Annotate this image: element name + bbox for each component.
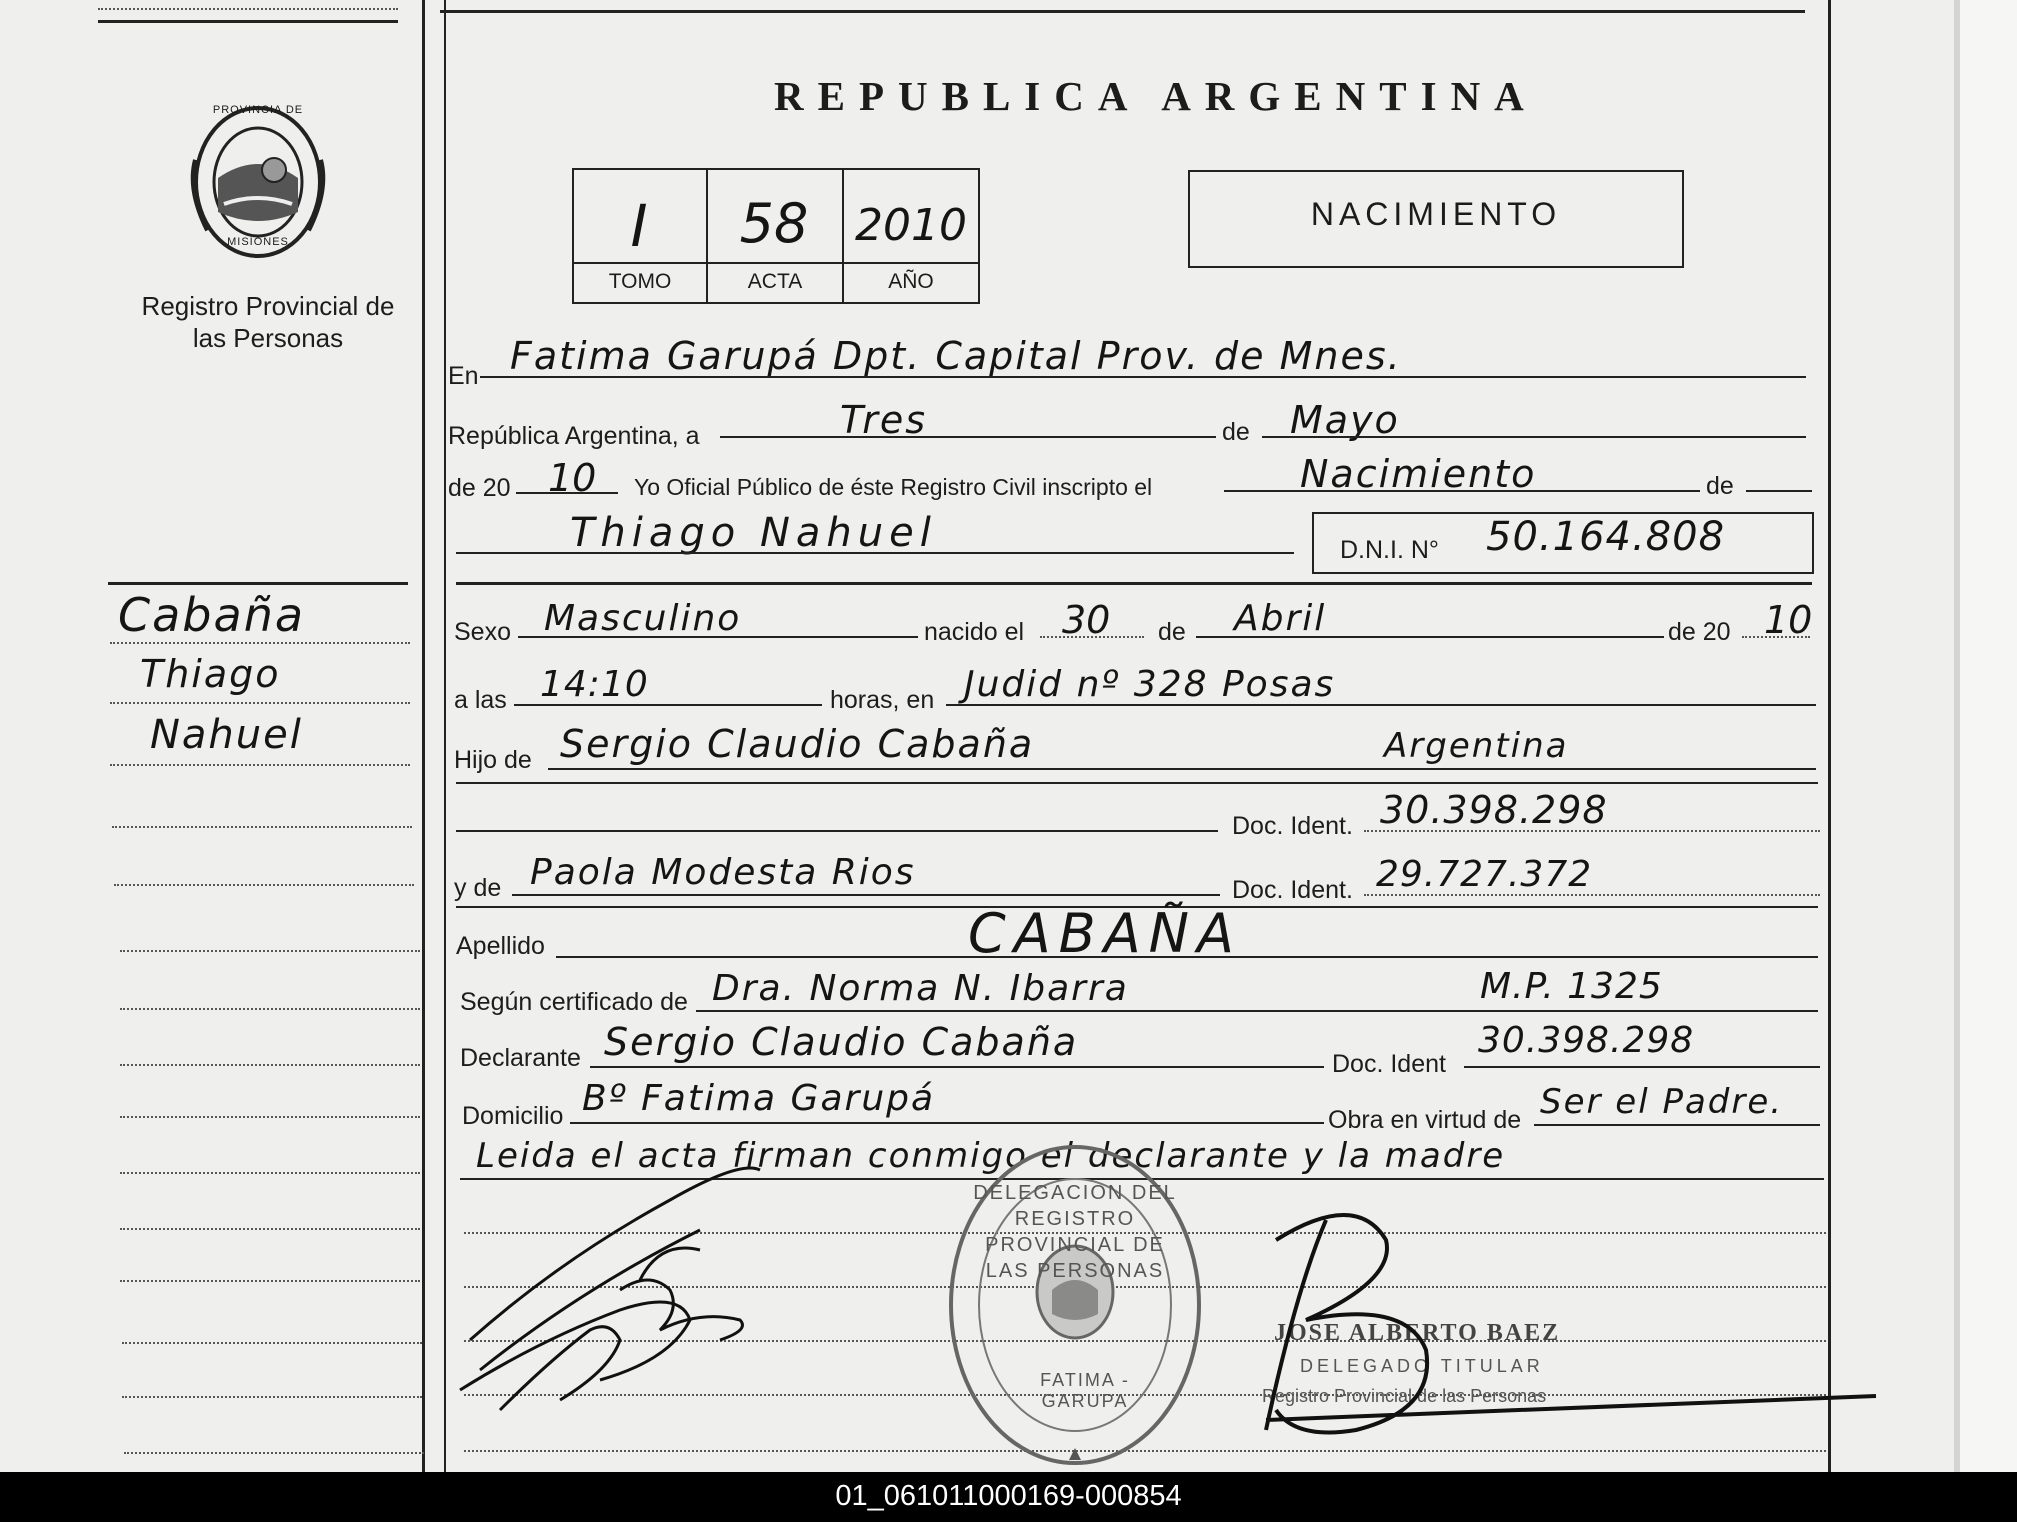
margin-line xyxy=(110,642,410,644)
birth-place: Judid nº 328 Posas xyxy=(964,664,1336,705)
section-rule xyxy=(456,782,1818,784)
field-line xyxy=(1196,636,1664,638)
declarant-signature xyxy=(440,1140,860,1440)
margin-line xyxy=(120,1280,420,1282)
label-sexo: Sexo xyxy=(454,618,511,646)
mother-doc: 29.727.372 xyxy=(1376,854,1593,895)
act-type: NACIMIENTO xyxy=(1310,196,1562,232)
label-obra: Obra en virtud de xyxy=(1328,1106,1522,1134)
margin-line xyxy=(120,1172,420,1174)
label-de: de xyxy=(1222,418,1250,446)
top-dotted-line xyxy=(98,8,398,10)
field-line xyxy=(946,704,1816,706)
label-republica: República Argentina, a xyxy=(448,422,700,450)
label-horas-en: horas, en xyxy=(830,686,935,714)
field-line xyxy=(720,436,1216,438)
label-hijo-de: Hijo de xyxy=(454,746,532,774)
field-line xyxy=(1746,490,1812,492)
label-de-3: de xyxy=(1158,618,1186,646)
field-line xyxy=(570,1122,1324,1124)
margin-line xyxy=(122,1342,422,1344)
label-doc-ident-2: Doc. Ident. xyxy=(1232,876,1353,904)
label-y-de: y de xyxy=(454,874,502,902)
margin-line xyxy=(110,702,410,704)
field-line xyxy=(1364,830,1820,832)
label-de-2: de xyxy=(1706,472,1734,500)
label-segun-certificado: Según certificado de xyxy=(460,988,688,1016)
field-line xyxy=(514,704,822,706)
margin-line xyxy=(120,1008,420,1010)
field-line xyxy=(1040,636,1144,638)
field-line xyxy=(1262,436,1806,438)
time-value: 14:10 xyxy=(540,664,649,705)
anio-label: AÑO xyxy=(888,270,934,293)
father-name: Sergio Claudio Cabaña xyxy=(560,722,1035,766)
top-rule-right xyxy=(440,10,1805,13)
child-name: Thiago Nahuel xyxy=(570,510,937,556)
label-doc-ident-3: Doc. Ident xyxy=(1332,1050,1446,1078)
field-line xyxy=(456,830,1218,832)
field-line xyxy=(480,376,1806,378)
tomo-value: I xyxy=(630,192,648,260)
margin-divider xyxy=(422,0,425,1472)
father-nationality: Argentina xyxy=(1384,726,1569,766)
field-line xyxy=(518,636,918,638)
act-type-box xyxy=(1188,170,1684,268)
certificate-mp: M.P. 1325 xyxy=(1480,966,1663,1007)
label-de-20b: de 20 xyxy=(1668,618,1731,646)
mother-name: Paola Modesta Rios xyxy=(530,852,916,893)
by-virtue-of: Ser el Padre. xyxy=(1540,1082,1784,1122)
label-nacido-el: nacido el xyxy=(924,618,1025,646)
tomo-label: TOMO xyxy=(608,270,672,293)
anio-value: 2010 xyxy=(855,200,967,251)
field-line xyxy=(556,956,1818,958)
field-line xyxy=(590,1066,1324,1068)
declarant-name: Sergio Claudio Cabaña xyxy=(604,1020,1079,1064)
margin-line xyxy=(112,826,412,828)
margin-line xyxy=(110,764,410,766)
official-name: JOSE ALBERTO BAEZ xyxy=(1274,1320,1561,1346)
field-line xyxy=(512,894,1220,896)
margin-surname: Cabaña xyxy=(118,588,306,642)
birth-year-suffix: 10 xyxy=(1764,598,1813,642)
label-oficial: Yo Oficial Público de éste Registro Civil inscripto el xyxy=(634,474,1153,500)
closing-text: Leida el acta firman conmigo el declarante y la madre xyxy=(476,1136,1506,1176)
father-doc: 30.398.298 xyxy=(1380,788,1608,832)
field-line xyxy=(1464,1066,1820,1068)
month-value: Mayo xyxy=(1290,398,1400,442)
place-value: Fatima Garupá Dpt. Capital Prov. de Mnes. xyxy=(510,334,1402,378)
document-id-bar xyxy=(0,1472,2017,1522)
field-line xyxy=(1224,490,1700,492)
label-declarante: Declarante xyxy=(460,1044,581,1072)
registry-name: Registro Provincial de las Personas xyxy=(141,291,395,353)
label-a-las: a las xyxy=(454,686,507,714)
year-suffix: 10 xyxy=(548,456,597,500)
official-office: Registro Provincial de las Personas xyxy=(1262,1386,1547,1406)
official-signature xyxy=(1236,1200,1896,1450)
dni-box xyxy=(1312,512,1814,574)
seal-text-top: PROVINCIA DE xyxy=(212,104,304,116)
acta-label: ACTA xyxy=(747,270,803,293)
label-de-20: de 20 xyxy=(448,474,511,502)
label-en: En xyxy=(448,362,479,390)
field-line xyxy=(1364,894,1820,896)
acta-value: 58 xyxy=(739,192,809,255)
field-line xyxy=(548,768,1816,770)
round-stamp-text: DELEGACION DEL REGISTRO PROVINCIAL DE LAS PERSONAS xyxy=(973,1182,1177,1282)
top-rule-left xyxy=(98,20,398,23)
day-value: Tres xyxy=(840,398,928,442)
field-line xyxy=(1742,636,1810,638)
margin-line xyxy=(120,1116,420,1118)
surname-value: CABAÑA xyxy=(968,902,1242,965)
inscribed-value: Nacimiento xyxy=(1300,452,1537,496)
margin-second-name: Nahuel xyxy=(150,712,303,758)
margin-rule xyxy=(108,582,408,585)
margin-first-name: Thiago xyxy=(140,652,281,696)
sex-value: Masculino xyxy=(544,598,742,639)
section-rule xyxy=(456,582,1812,585)
label-doc-ident-1: Doc. Ident. xyxy=(1232,812,1353,840)
label-dni: D.N.I. N° xyxy=(1340,536,1439,564)
field-line xyxy=(516,492,618,494)
domicile-value: Bº Fatima Garupá xyxy=(582,1078,936,1119)
official-title: DELEGADO TITULAR xyxy=(1300,1356,1544,1376)
field-line xyxy=(696,1010,1818,1012)
record-number-box xyxy=(572,168,980,304)
birth-month: Abril xyxy=(1234,598,1327,639)
declarant-doc: 30.398.298 xyxy=(1478,1020,1695,1061)
margin-line xyxy=(120,1064,420,1066)
margin-line xyxy=(122,1396,422,1398)
label-apellido: Apellido xyxy=(456,932,545,960)
dni-value: 50.164.808 xyxy=(1486,514,1726,560)
margin-line xyxy=(120,950,420,952)
margin-line xyxy=(124,1452,424,1454)
field-line xyxy=(456,552,1294,554)
country-title: REPUBLICA ARGENTINA xyxy=(774,73,1538,119)
field-line xyxy=(1534,1124,1820,1126)
label-domicilio: Domicilio xyxy=(462,1102,564,1130)
seal-text-bottom: MISIONES xyxy=(227,236,289,248)
certificate-by: Dra. Norma N. Ibarra xyxy=(712,968,1129,1009)
margin-line xyxy=(120,1228,420,1230)
birth-day: 30 xyxy=(1062,598,1111,642)
round-stamp-inner: FATIMA - GARUPA xyxy=(1040,1370,1130,1411)
document-id: 01_061011000169-000854 xyxy=(835,1480,1182,1512)
margin-line xyxy=(114,884,414,886)
adjacent-page xyxy=(1960,0,2017,1472)
